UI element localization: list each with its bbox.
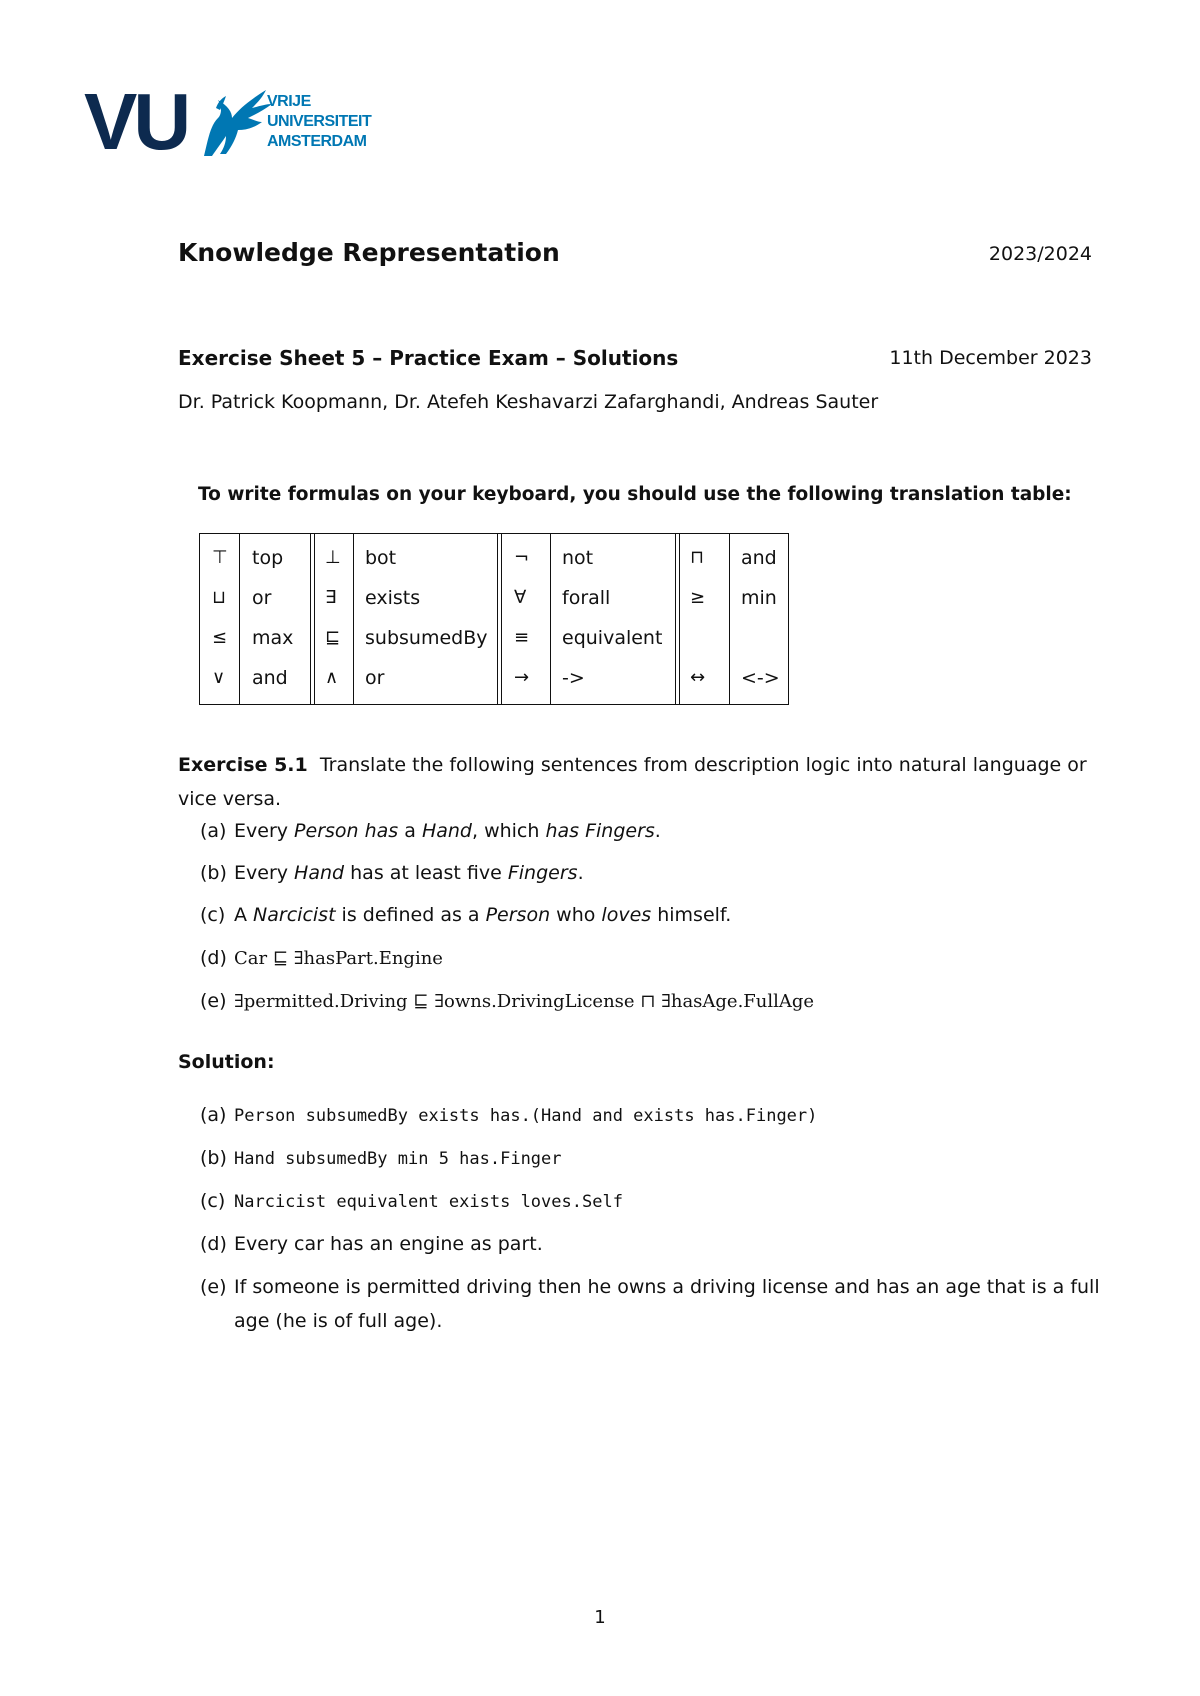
table-keyword: max: [252, 627, 294, 649]
table-symbol: ≤: [212, 627, 228, 648]
university-logo: [84, 77, 404, 166]
text-run: Narcicist: [253, 904, 336, 926]
sheet-date: 11th December 2023: [889, 347, 1092, 369]
table-keyword: subsumedBy: [365, 627, 488, 649]
table-divider: [550, 534, 551, 704]
table-symbol: ≥: [690, 587, 706, 608]
solution-item-text: [234, 1147, 562, 1169]
text-run: Hand: [294, 862, 345, 884]
table-symbol: →: [514, 667, 530, 688]
exercise-item-text: [234, 820, 661, 842]
table-symbol: ⊤: [212, 547, 228, 568]
table-divider: [675, 534, 676, 704]
exercise-item-label: (e): [200, 990, 227, 1012]
table-divider: [310, 534, 311, 704]
text-run: Fingers: [507, 862, 578, 884]
table-symbol: ∨: [212, 667, 226, 688]
logo-line: AMSTERDAM: [267, 133, 367, 150]
exercise-item-label: (c): [200, 904, 226, 926]
table-symbol: ∧: [325, 667, 339, 688]
solution-item-continuation: age (he is of full age).: [234, 1310, 443, 1332]
table-divider: [497, 534, 498, 704]
table-intro: To write formulas on your keyboard, you should use the following translation table:: [198, 484, 1072, 505]
table-symbol: ⊑: [325, 627, 341, 648]
solution-item-text: [234, 1276, 1100, 1298]
exercise-item-label: (a): [200, 820, 227, 842]
text-run: Person: [485, 904, 551, 926]
solution-item-text: [234, 1233, 543, 1255]
table-symbol: ⊔: [212, 587, 227, 608]
exercise-label: Exercise 5.1: [178, 754, 308, 776]
exercise-item-text: [234, 862, 584, 884]
text-run: A: [234, 904, 254, 926]
exercise-text: Translate the following sentences from description logic into natural language or vice versa.: [178, 754, 1087, 810]
solution-item-label: (d): [200, 1233, 227, 1255]
table-keyword: or: [252, 587, 272, 609]
course-title: Knowledge Representation: [178, 238, 560, 267]
sheet-title: Exercise Sheet 5 – Practice Exam – Solutions: [178, 346, 679, 370]
logo-line: VRIJE: [267, 93, 311, 110]
page-number: 1: [594, 1607, 606, 1628]
table-keyword: ->: [562, 667, 585, 689]
text-run: , which: [471, 820, 546, 842]
table-divider: [679, 534, 680, 704]
logo-line: UNIVERSITEIT: [267, 113, 372, 130]
solution-item-label: (e): [200, 1276, 227, 1298]
exercise-item-label: (d): [200, 947, 227, 969]
table-keyword: or: [365, 667, 385, 689]
text-run: Every car has an engine as part.: [234, 1233, 543, 1255]
text-run: If someone is permitted driving then he owns a driving license and has an age that is a full: [234, 1276, 1100, 1298]
sheet-heading-row: [178, 346, 1092, 374]
exercise-statement: [178, 748, 1098, 816]
text-run: .: [654, 820, 661, 842]
table-keyword: and: [741, 547, 777, 569]
table-keyword: exists: [365, 587, 421, 609]
table-divider: [353, 534, 354, 704]
table-keyword: bot: [365, 547, 397, 569]
table-divider: [239, 534, 240, 704]
solution-item-label: (a): [200, 1104, 227, 1126]
table-divider: [729, 534, 730, 704]
authors: Dr. Patrick Koopmann, Dr. Atefeh Keshavarzi Zafarghandi, Andreas Sauter: [178, 391, 879, 413]
text-run: himself.: [651, 904, 732, 926]
table-symbol: ⊥: [325, 547, 341, 568]
table-keyword: not: [562, 547, 594, 569]
text-run: Car ⊑ ∃hasPart.Engine: [234, 948, 443, 969]
exercise-item-text: [234, 904, 731, 926]
text-run: Person subsumedBy exists has.(Hand and exists has.Finger): [234, 1106, 818, 1126]
text-run: is defined as a: [335, 904, 486, 926]
table-keyword: forall: [562, 587, 611, 609]
solution-heading: Solution:: [178, 1051, 275, 1073]
translation-table: [199, 533, 789, 705]
text-run: Hand: [421, 820, 472, 842]
text-run: .: [577, 862, 584, 884]
text-run: Narcicist equivalent exists loves.Self: [234, 1192, 623, 1212]
text-run: ∃permitted.Driving ⊑ ∃owns.DrivingLicense ⊓ ∃hasAge.FullAge: [234, 991, 815, 1012]
exercise-item-label: (b): [200, 862, 227, 884]
solution-item-text: [234, 1190, 623, 1212]
text-run: has at least five: [344, 862, 508, 884]
text-run: Hand subsumedBy min 5 has.Finger: [234, 1149, 562, 1169]
table-symbol: ∀: [514, 587, 527, 608]
table-keyword: equivalent: [562, 627, 663, 649]
table-symbol: ¬: [514, 547, 530, 568]
table-divider: [501, 534, 502, 704]
solution-item-text: [234, 1104, 817, 1126]
logo-text: [267, 92, 371, 152]
text-run: Every: [234, 820, 295, 842]
table-symbol: ↔: [690, 667, 706, 688]
logo-wordmark: VU: [84, 77, 188, 166]
table-keyword: min: [741, 587, 777, 609]
table-divider: [314, 534, 315, 704]
text-run: a: [398, 820, 422, 842]
text-run: who: [550, 904, 602, 926]
solution-item-label: (c): [200, 1190, 226, 1212]
text-run: Every: [234, 862, 295, 884]
academic-year: 2023/2024: [988, 243, 1092, 265]
course-heading-row: [178, 238, 1092, 270]
table-symbol: ∃: [325, 587, 337, 608]
text-run: has Fingers: [545, 820, 655, 842]
exercise-item-text: [234, 990, 814, 1012]
solution-item-label: (b): [200, 1147, 227, 1169]
text-run: Person has: [294, 820, 399, 842]
exercise-item-text: [234, 947, 443, 969]
table-symbol: ≡: [514, 627, 530, 648]
text-run: loves: [601, 904, 652, 926]
table-symbol: ⊓: [690, 547, 705, 568]
table-keyword: and: [252, 667, 288, 689]
griffin-icon: [192, 78, 276, 162]
table-keyword: <->: [741, 667, 780, 689]
table-keyword: top: [252, 547, 284, 569]
